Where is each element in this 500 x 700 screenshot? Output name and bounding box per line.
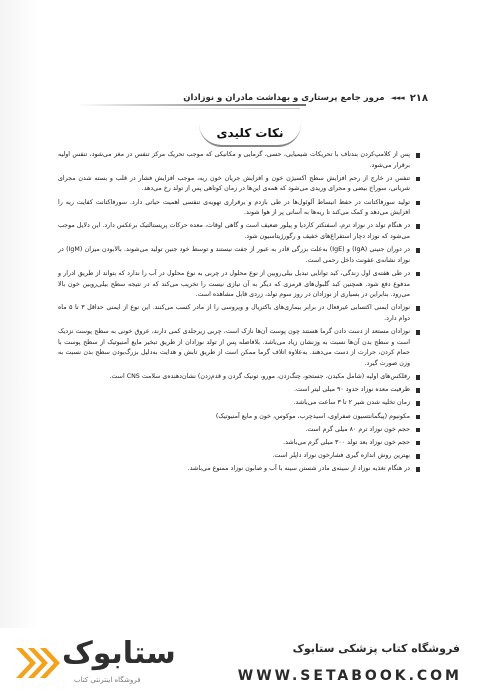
key-point-text: پس از کلامپ‌کردن بندناف با تحریکات شیمیایی، حسی، گرمایی و مکانیکی که موجب تحریک مرکز تنفس در مغز می‌شود، تنفس اولیه برقرار می‌شود. [58,151,410,169]
key-point-text: رفلکس‌های اولیه (شامل مکیدن، جستجو، چنگ‌زدن، مورو، تونیک گردن و قدم‌زدن) نشان‌دهنده‌ی سلامت CNS است. [109,373,410,381]
key-point-text: بهترین روش اندازه گیری فشارخون نوزاد داپلر است. [272,452,410,460]
square-bullet-icon [416,330,421,335]
square-bullet-icon [416,428,421,433]
key-point-item [58,150,420,171]
key-point-text: نوزادان ایمنی اکتسابی غیرفعال در برابر بیماری‌های باکتریال و ویروسی را از مادر کسب می‌کنند. این نوع از ایمنی حداقل ۳ تا ۵ ماه دوام دارد. [58,304,411,322]
key-point-item [58,372,420,383]
key-point-item [58,398,420,409]
header-rule-secondary [150,108,300,109]
square-bullet-icon [416,272,421,277]
key-point-item [58,198,420,219]
square-bullet-icon [416,153,421,158]
key-points-content [58,150,420,612]
key-point-item [58,327,420,369]
header-arrows-icon: ◄◄◄ [390,94,404,102]
square-bullet-icon [416,388,421,393]
chevrons-logo-icon [14,640,60,686]
key-point-text: در هنگام تولد در نوزاد ترم، اسفنکتر کاردیا و پیلور ضعیف است و گاهی اوقات، معده حرکات پریستالتیک برعکس دارد. این دلایل موجب می‌شود که نوزاد دچار استفراغ‌های خفیف و رگورژیتاسیون شود. [58,222,410,240]
key-point-text: نوزادان مستعد از دست دادن گرما هستند چون پوست آن‌ها نازک است، چربی زیرجلدی کمی دارند، عروق خونی به سطح پوست نزدیک است و سطح بدن آن‌ها نسبت به وزنشان زیاد می‌باشد. بلافاصله پس از تولد نوزادان از طریق تبخیر مایع آمنیوتیک از سطح پوست با حمام کردن، حرارت از دست می‌دهند. به‌علاوه اتلاف گرما ممکن است از طریق تابش و هدایت به‌دلیل بزرگ‌بودن سطح بدن نسبت به وزن صورت گیرد. [58,328,410,367]
key-point-item [58,438,420,449]
key-point-text: در طی هفته‌ی اول زندگی، کبد توانایی تبدیل بیلی‌روبین از نوع محلول در چربی به نوع محلول در آب را ندارد که بتواند از طریق ادرار و مدفوع دفع شود. همچنین کبد گلبول‌های قرمزی که دیگر به آن نیازی نیست را تخریب می‌کند که در نتیجه سطح بیلی‌روبین خون بالا می‌رود. بنابراین در بسیاری از نوزادان در روز سوم تولد، زردی قابل مشاهده است. [58,269,410,299]
key-point-item [58,412,420,423]
square-bullet-icon [416,454,421,459]
page-number: ۲۱۸ [409,92,428,104]
square-bullet-icon [416,415,421,420]
key-point-text: در هنگام تغذیه نوزاد از سینه‌ی مادر شستن سینه با آب و صابون نوزاد ممنوع می‌باشد. [187,465,410,473]
square-bullet-icon [416,177,421,182]
key-point-item [58,174,420,195]
key-point-text: تنفس در خارج از رحم افزایش سطح اکسیژن خون و افزایش جریان خون ریه، موجب افزایش فشار در قلب و بسته شدن مجرای شریانی، سوراخ بیضی و مجرای وریدی می‌شود که همه‌ی این‌ها در زمان کوتاهی پس از تولد رخ می‌دهد. [58,174,410,193]
square-bullet-icon [416,441,421,446]
key-points-list [58,150,420,475]
header-rule [76,104,306,106]
logo-subtext: فروشگاه اینترنتی کتاب [74,676,141,684]
key-point-text: حجم خون نوزاد ترم ۸۰ میلی گرم است. [305,425,410,433]
key-point-text: در دوران جنینی (IgA) و (IgE) به‌علت بزرگی قادر به عبور از جفت نیستند و توسط خود جنین تولید می‌شوند. بالابودن میزان (IgM) در نوزاد نشانه‌ی عفونت داخل رحمی است. [58,246,410,264]
running-title: مرور جامع پرستاری و بهداشت مادران و نوزادان [183,93,385,103]
key-point-item [58,464,420,475]
square-bullet-icon [416,401,421,406]
key-point-item [58,303,420,324]
key-point-text: حجم خون نوزاد بعد تولد ۳۰۰ میلی گرم می‌باشد. [283,438,410,446]
square-bullet-icon [416,201,421,206]
square-bullet-icon [416,375,421,380]
square-bullet-icon [416,224,421,229]
store-banner [0,628,500,700]
square-bullet-icon [416,306,421,311]
section-title: نکات کلیدی [199,124,302,147]
key-point-item [58,269,420,301]
key-point-text: زمان تخلیه شدن شیر ۲ تا ۳ ساعت می‌باشد. [293,399,410,407]
key-point-text: تولید سورفاکتانت در حفظ انبساط آلوئول‌ها در طی بازدم و برقراری تهویه‌ی تنفسی اهمیت حیاتی دارد. سورفاکتانت کفایت ریه را افزایش می‌دهد و کمک می‌کند تا ریه‌ها به آسانی پر از هوا شوند. [58,198,410,217]
shop-name: فروشگاه کتاب پزشکی ستابوک [292,642,460,655]
key-point-item [58,385,420,396]
key-point-item [58,451,420,462]
setabook-logo[interactable] [14,636,184,692]
logo-wordmark: ستابوک [62,636,176,671]
square-bullet-icon [416,248,421,253]
section-title-box [180,122,320,144]
shop-url-link[interactable]: WWW.SETABOOK.COM [237,668,462,684]
key-point-text: ظرفیت معده نوزاد حدود ۹۰ میلی لیتر است. [293,386,410,394]
key-point-item [58,425,420,436]
key-point-item [58,221,420,242]
square-bullet-icon [416,467,421,472]
key-point-item [58,245,420,266]
key-point-text: مکونیوم (پیگمانتسیون صفراوی، اسیدچرب، موکوس، خون و مایع آمنیوتیک) [215,412,410,420]
